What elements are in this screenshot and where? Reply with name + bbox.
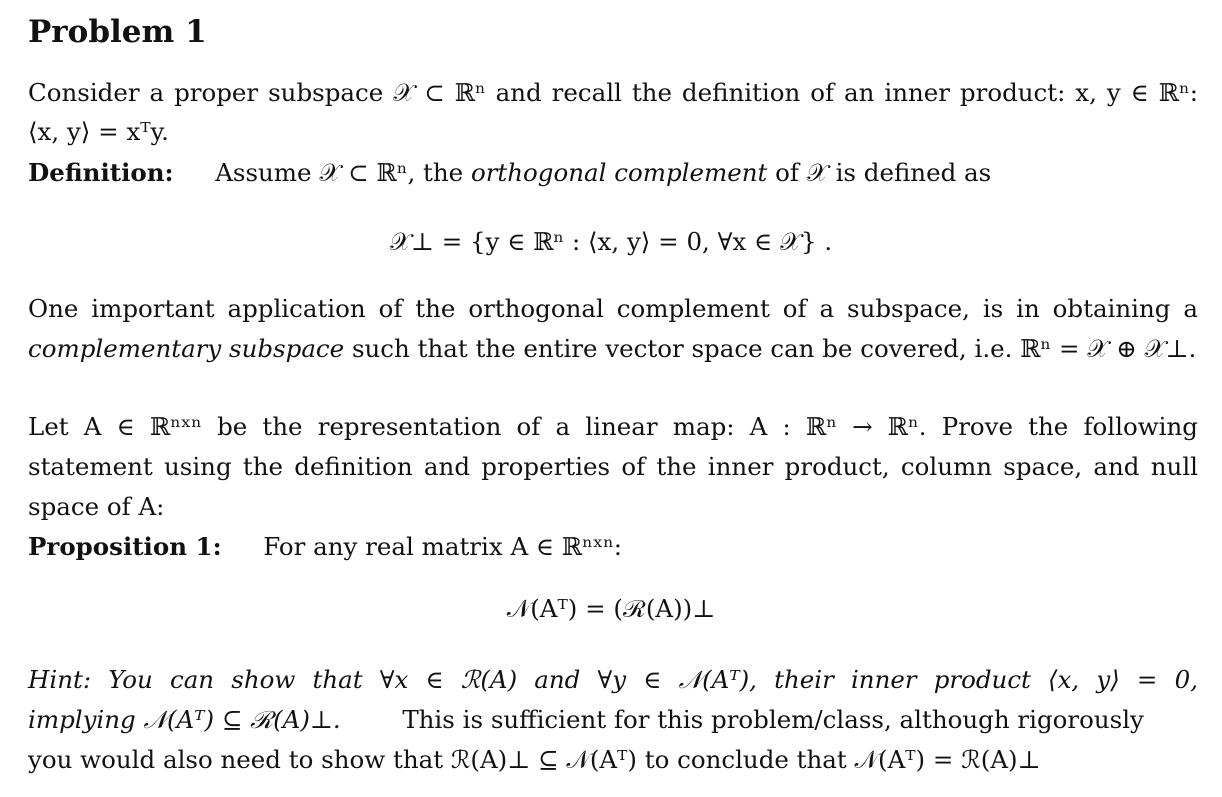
proposition-paragraph <box>28 530 1198 564</box>
application-term: complementary subspace <box>28 334 345 363</box>
intro-line-2: ⟨x, y⟩ = xᵀy. <box>28 117 169 146</box>
hint-line-2-italic: implying 𝒩(Aᵀ) ⊆ ℛ(A)⊥. <box>28 705 341 734</box>
hint-line-2 <box>28 703 1198 737</box>
hint-line-2-rest: This is sufficient for this problem/class, although rigorously <box>402 705 1144 734</box>
hint-line-1: Hint: You can show that ∀x ∈ ℛ(A) and ∀y ∈ 𝒩(Aᵀ), their inner product ⟨x, y⟩ = 0, <box>28 665 1198 694</box>
task-line-2: statement using the definition and properties of the inner product, column space, and null <box>28 452 1198 481</box>
task-line-1: Let A ∈ ℝⁿˣⁿ be the representation of a linear map: A : ℝⁿ → ℝⁿ. Prove the following <box>28 412 1198 441</box>
definition-paragraph <box>28 156 1198 190</box>
proposition-text: For any real matrix A ∈ ℝⁿˣⁿ: <box>263 532 623 561</box>
task-line-3: space of A: <box>28 492 165 521</box>
definition-text-after: of 𝒳 is defined as <box>775 158 992 187</box>
definition-equation: 𝒳⊥ = {y ∈ ℝⁿ : ⟨x, y⟩ = 0, ∀x ∈ 𝒳} . <box>389 227 833 256</box>
definition-text-before: Assume 𝒳 ⊂ ℝⁿ, the <box>215 158 464 187</box>
definition-term: orthogonal complement <box>470 158 768 187</box>
hint-line-3: you would also need to show that ℛ(A)⊥ ⊆ 𝒩(Aᵀ) to conclude that 𝒩(Aᵀ) = ℛ(A)⊥ <box>28 745 1041 774</box>
intro-line-1: Consider a proper subspace 𝒳 ⊂ ℝⁿ and recall the definition of an inner product: x, y ∈ ℝⁿ: <box>28 78 1198 107</box>
proposition-label: Proposition 1: <box>28 532 222 561</box>
definition-label: Definition: <box>28 158 174 187</box>
application-line-1: One important application of the orthogonal complement of a subspace, is in obtaining a <box>28 294 1198 323</box>
proposition-equation: 𝒩(Aᵀ) = (ℛ(A))⊥ <box>506 594 716 623</box>
application-rest: such that the entire vector space can be covered, i.e. ℝⁿ = 𝒳 ⊕ 𝒳⊥. <box>351 334 1197 363</box>
application-line-2 <box>28 332 1198 366</box>
problem-title: Problem 1 <box>28 14 207 50</box>
